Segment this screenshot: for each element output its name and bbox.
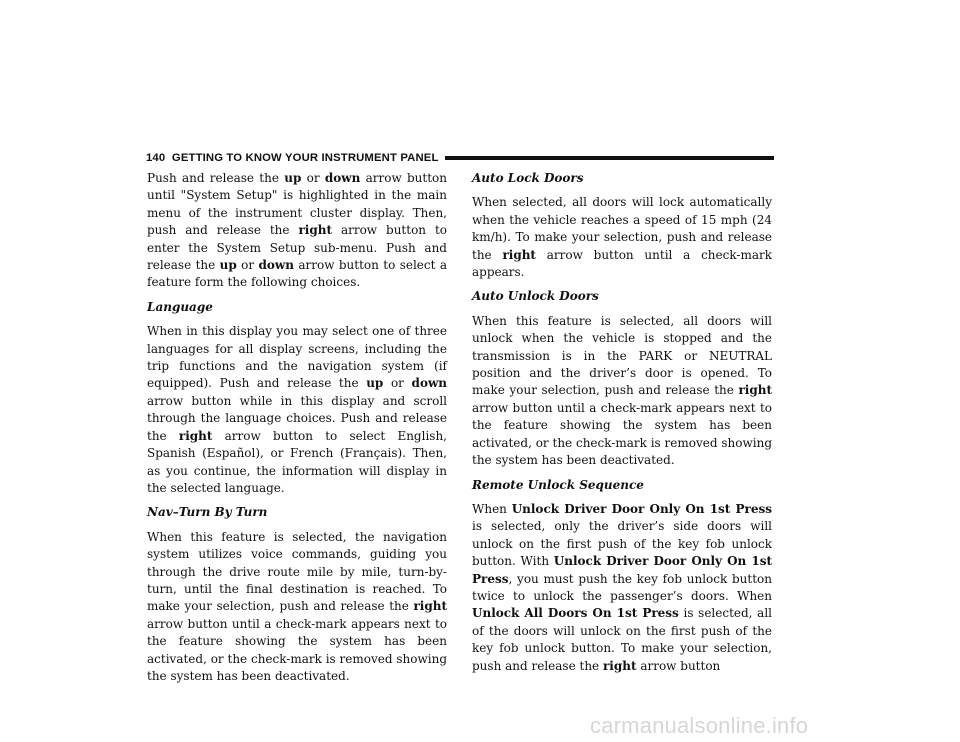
nav-paragraph: When this feature is selected, the navigation system utilizes voice commands, guiding you through the drive route mile by mile, turn-by-turn, until the final destination is reached. To make your selection, push and release the right arrow button until a check-mark appears next to the feature showing the system has been activated, or the check-mark is removed showing the system has been deactivated. — [147, 529, 447, 683]
intro-paragraph: Push and release the up or down arrow button until "System Setup" is highlighted in the main menu of the instrument cluster display. Then, push and release the right arrow button to enter the System Setup sub-menu. Push and release the up or down arrow button to select a feature form the following choices. — [147, 171, 448, 290]
page-header — [146, 151, 774, 165]
section-title: GETTING TO KNOW YOUR INSTRUMENT PANEL — [171, 152, 439, 164]
language-paragraph: When in this display you may select one of three languages for all display screens, including the trip functions and the navigation system (if equipped). Push and release the up or down arrow button while in this display and scroll through the language choices. Push and release the right arrow button to select English, Spanish (Español), or French (Français). Then, as you continue, the information will display in the selected language. — [147, 324, 447, 495]
page-number: 140 — [146, 152, 166, 164]
heading-nav-turn-by-turn: Nav–Turn By Turn — [147, 505, 268, 520]
heading-auto-lock-doors: Auto Lock Doors — [472, 171, 584, 185]
left-column — [147, 170, 447, 685]
page-header-text — [146, 152, 439, 164]
heading-remote-unlock-sequence: Remote Unlock Sequence — [472, 477, 644, 492]
heading-auto-unlock-doors: Auto Unlock Doors — [472, 289, 599, 304]
watermark: carmanualsonline.info — [590, 713, 809, 738]
header-rule — [445, 156, 774, 160]
right-column — [472, 170, 772, 675]
heading-language: Language — [147, 299, 213, 314]
remote-unlock-paragraph: When Unlock Driver Door Only On 1st Press is selected, only the driver’s side doors will unlock on the first push of the key fob unlock button. With Unlock Driver Door Only On 1st Press, you must push the key fob unlock button twice to unlock the passenger’s doors. When Unlock All Doors On 1st Press is selected, all of the doors will unlock on the first push of the key fob unlock button. To make your selection, push and release the right arrow button — [472, 501, 773, 673]
auto-lock-paragraph: When selected, all doors will lock automatically when the vehicle reaches a speed of 15 mph (24 km/h). To make your selection, push and release the right arrow button until a check-mark appears. — [472, 195, 773, 280]
auto-unlock-paragraph: When this feature is selected, all doors will unlock when the vehicle is stopped and the transmission is in the PARK or NEUTRAL position and the driver’s door is opened. To make your selection, push and release the right arrow button until a check-mark appears next to the feature showing the system has been activated, or the check-mark is removed showing the system has been deactivated. — [472, 313, 772, 468]
